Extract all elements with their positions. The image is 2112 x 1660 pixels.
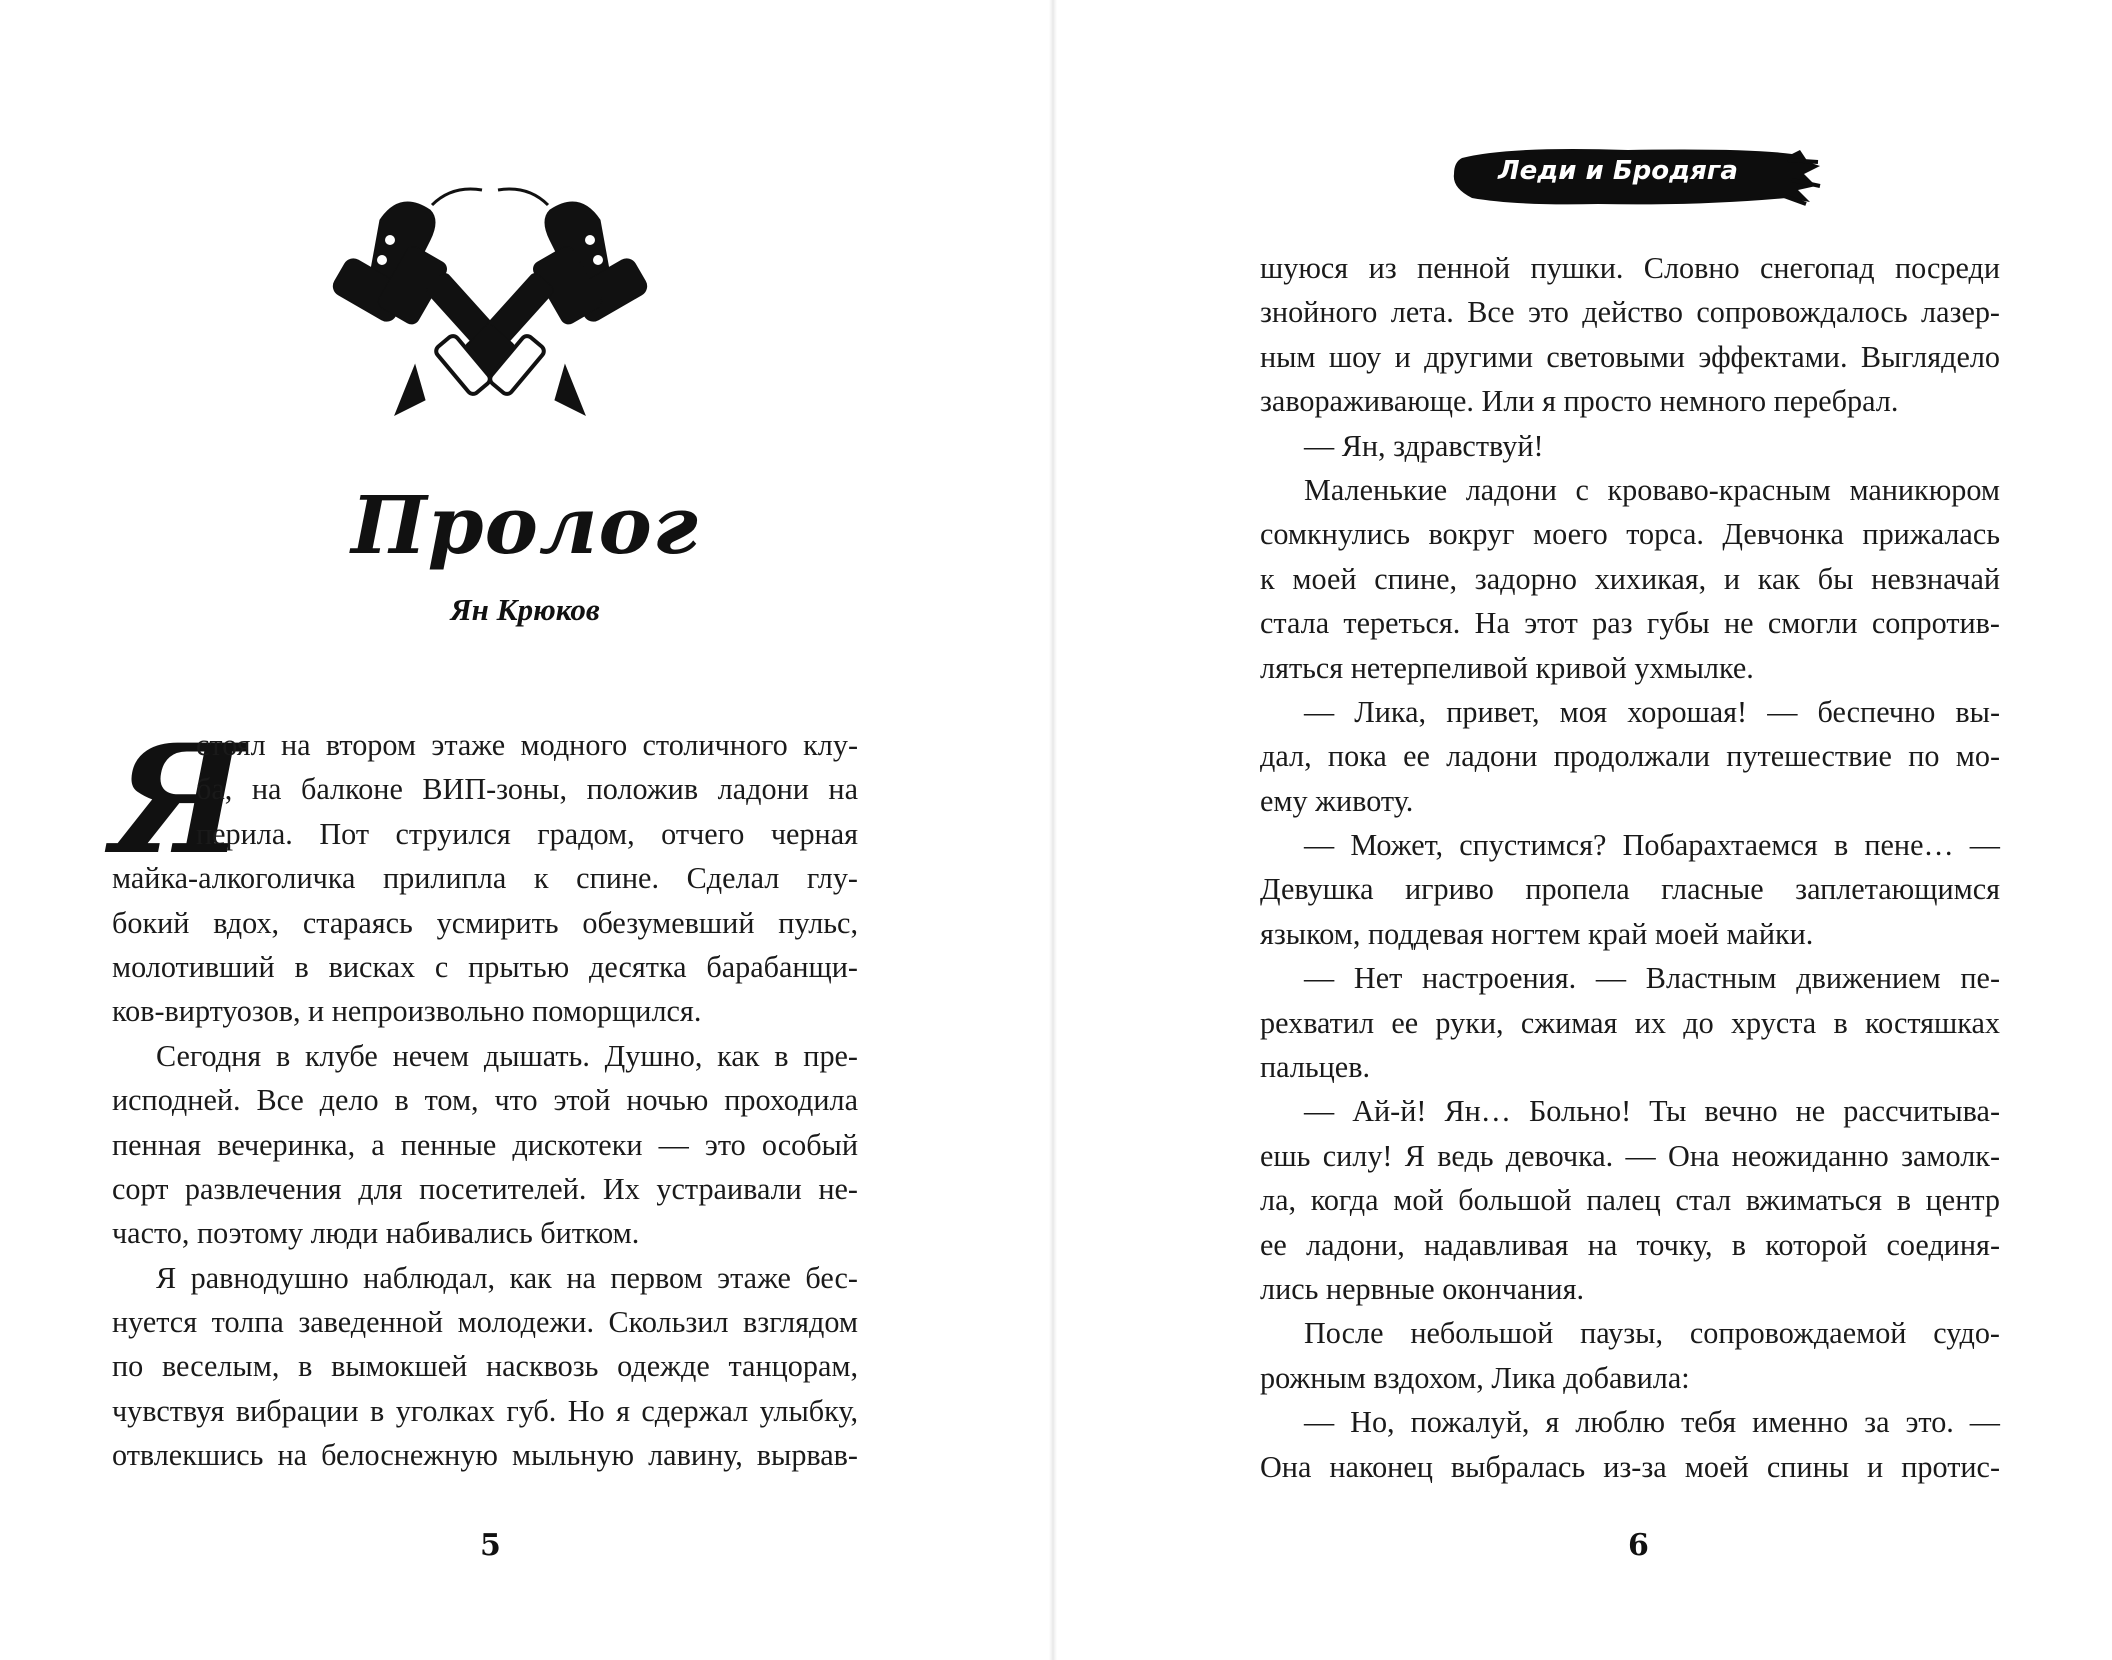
- text-line: знойного лета. Все это действо сопровождалось лазер-: [1260, 295, 2000, 330]
- text-line: к моей спине, задорно хихикая, и как бы невзначай: [1260, 561, 2000, 596]
- text-line: по веселым, в вымокшей насквозь одежде танцорам,: [112, 1349, 858, 1384]
- text-line: ба, на балконе ВИП-зоны, положив ладони на: [196, 772, 858, 807]
- text-line: Маленькие ладони с кроваво-красным маникюром: [1304, 472, 2000, 507]
- text-line: ляться нетерпеливой кривой ухмылке.: [1260, 650, 1754, 685]
- text-line: стала тереться. На этот раз губы не смогли сопротив-: [1260, 606, 2000, 641]
- right-body-text: [1260, 246, 2000, 1489]
- right-page: [1056, 0, 2112, 1660]
- chapter-title: Пролог: [351, 478, 699, 572]
- text-line: дал, пока ее ладони продолжали путешествие по мо-: [1260, 739, 2000, 774]
- drop-cap: Я: [112, 712, 245, 888]
- text-line: пенная вечеринка, а пенные дискотеки — это особый: [112, 1127, 858, 1162]
- text-line: После небольшой паузы, сопровождаемой судо-: [1304, 1316, 2000, 1351]
- text-line: Она наконец выбралась из-за моей спины и протис-: [1260, 1449, 2000, 1484]
- crossed-tattoo-machines-icon: [320, 180, 660, 420]
- text-line: — Может, спустимся? Побарахтаемся в пене… —: [1304, 828, 2000, 863]
- running-header-title: Леди и Бродяга: [1498, 156, 1738, 186]
- text-line: ков-виртуозов, и непроизвольно поморщился.: [112, 994, 702, 1029]
- text-line: ее ладони, надавливая на точку, в которой соединя-: [1260, 1227, 2000, 1262]
- text-line: Я равнодушно наблюдал, как на первом этаже бес-: [156, 1260, 858, 1295]
- left-body-text: [112, 712, 858, 1478]
- text-line: рожным вздохом, Лика добавила:: [1260, 1360, 1690, 1395]
- text-line: сомкнулись вокруг моего торса. Девчонка прижалась: [1260, 517, 2000, 552]
- text-line: лись нервные окончания.: [1260, 1271, 1585, 1306]
- text-line: ным шоу и другими световыми эффектами. Выглядело: [1260, 339, 2000, 374]
- text-line: рехватил ее руки, сжимая их до хруста в костяшках: [1260, 1005, 2000, 1040]
- running-header: [1448, 140, 1828, 218]
- text-line: Сегодня в клубе нечем дышать. Душно, как в пре-: [156, 1038, 858, 1073]
- page-number-right: 6: [1628, 1528, 1649, 1563]
- page-number-left: 5: [480, 1528, 501, 1563]
- text-line: шуюся из пенной пушки. Словно снегопад посреди: [1260, 251, 2000, 285]
- text-line: чувствуя вибрации в уголках губ. Но я сдержал улыбку,: [112, 1393, 858, 1428]
- text-line: пальцев.: [1260, 1050, 1371, 1085]
- text-line: ему животу.: [1260, 783, 1414, 818]
- text-line: ла, когда мой большой палец стал вжиматься в центр: [1260, 1183, 2000, 1218]
- text-line: ешь силу! Я ведь девочка. — Она неожиданно замолк-: [1260, 1138, 2000, 1173]
- text-line: перила. Пот струился градом, отчего черная: [196, 816, 858, 851]
- text-line: нуется толпа заведенной молодежи. Скользил взглядом: [112, 1305, 858, 1340]
- left-page: [0, 0, 1050, 1660]
- text-line: стоял на втором этаже модного столичного клу-: [196, 728, 858, 762]
- text-line: отвлекшись на белоснежную мыльную лавину, вырвав-: [112, 1438, 858, 1473]
- text-line: сорт развлечения для посетителей. Их устраивали не-: [112, 1171, 858, 1206]
- text-line: — Ай-й! Ян… Больно! Ты вечно не рассчитыва-: [1304, 1094, 2000, 1129]
- text-line: часто, поэтому люди набивались битком.: [112, 1216, 640, 1251]
- chapter-author: Ян Крюков: [450, 592, 600, 627]
- text-line: — Но, пожалуй, я люблю тебя именно за это. —: [1304, 1405, 2000, 1440]
- text-line: Девушка игриво пропела гласные заплетающимся: [1260, 872, 2000, 907]
- text-line: — Ян, здравствуй!: [1304, 428, 1544, 463]
- text-line: языком, поддевая ногтем край моей майки.: [1260, 916, 1814, 951]
- text-line: — Лика, привет, моя хорошая! — беспечно вы-: [1304, 694, 2000, 729]
- text-line: — Нет настроения. — Властным движением пе-: [1304, 961, 2000, 996]
- text-line: бокий вдох, стараясь усмирить обезумевший пульс,: [112, 905, 858, 940]
- text-line: исподней. Все дело в том, что этой ночью проходила: [112, 1083, 858, 1118]
- text-line: майка-алкоголичка прилипла к спине. Сделал глу-: [112, 861, 858, 896]
- text-line: завораживающе. Или я просто немного перебрал.: [1260, 384, 1899, 419]
- text-line: молотивший в висках с прытью десятка барабанщи-: [112, 949, 858, 984]
